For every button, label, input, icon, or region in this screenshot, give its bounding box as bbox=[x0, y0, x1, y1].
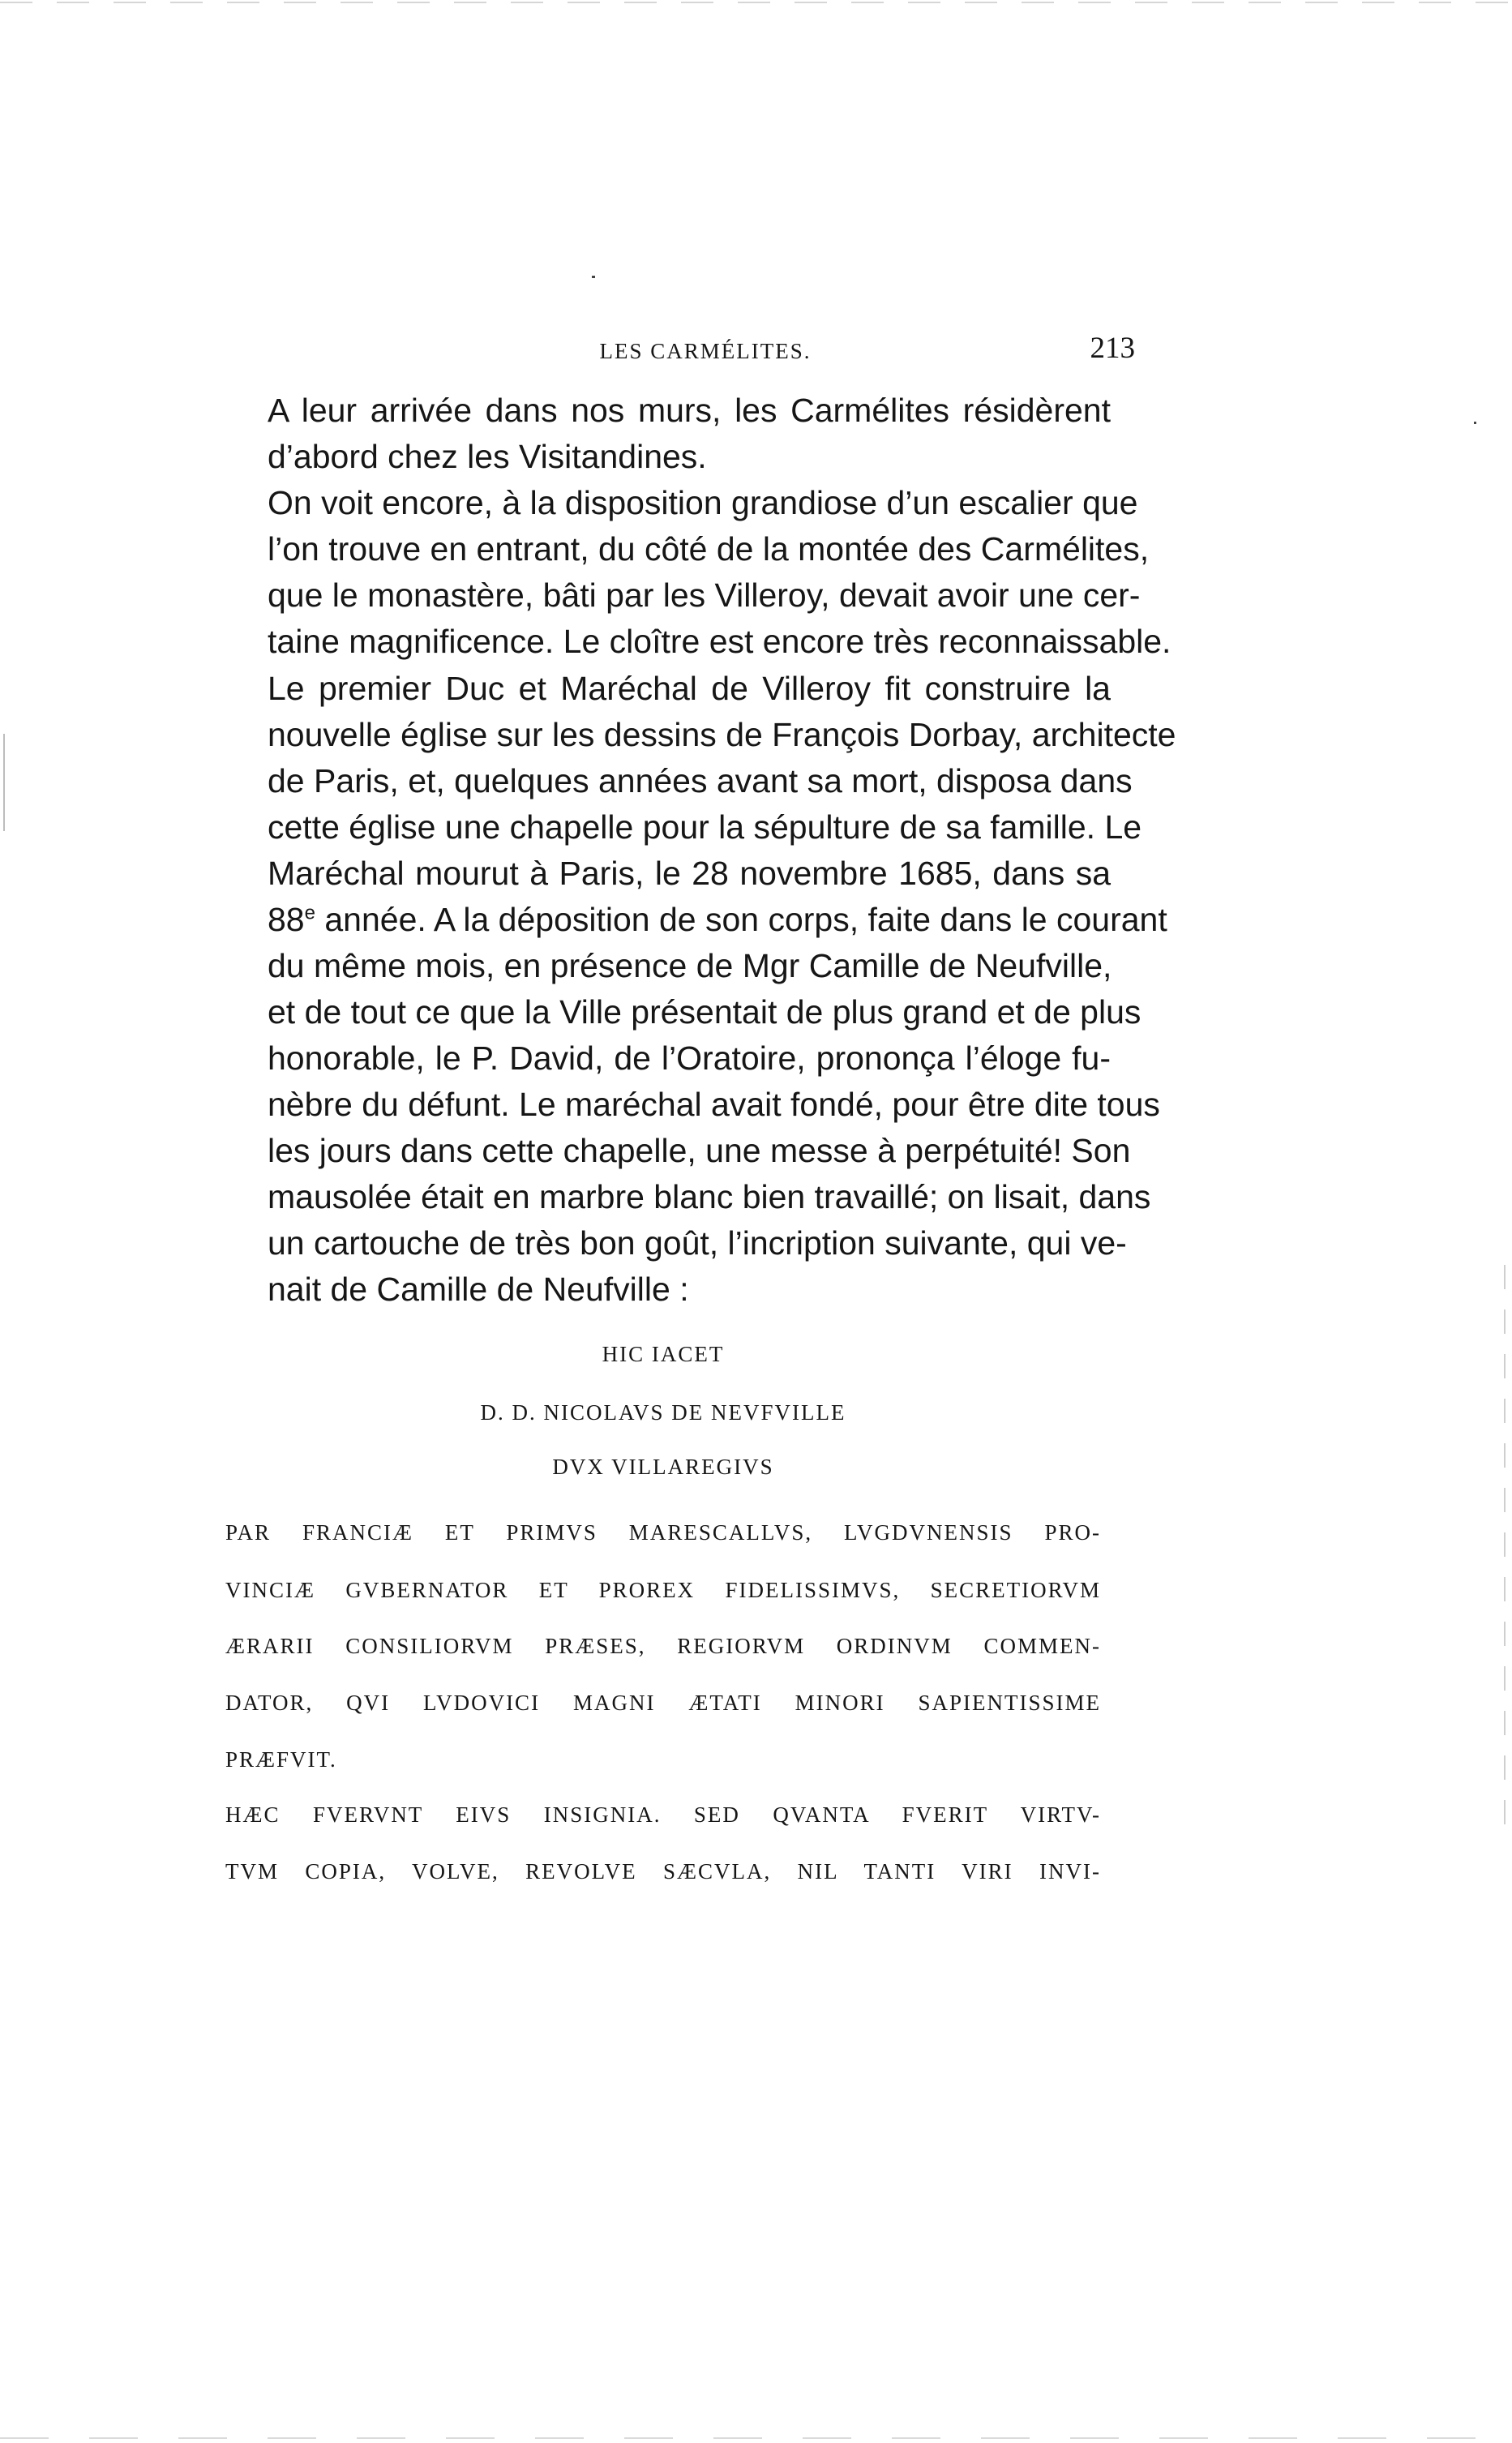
text-line: nèbre du défunt. Le maréchal avait fondé, pour être dite tous bbox=[268, 1086, 1160, 1123]
text-line: cette église une chapelle pour la sépulture de sa famille. Le bbox=[268, 808, 1142, 846]
text-line: et de tout ce que la Ville présentait de plus grand et de plus bbox=[268, 993, 1141, 1031]
text-line: du même mois, en présence de Mgr Camille de Neufville, bbox=[268, 947, 1112, 984]
text-line: les jours dans cette chapelle, une messe à perpétuité! Son bbox=[268, 1132, 1131, 1169]
inscription-line: PRÆFVIT. bbox=[225, 1747, 337, 1772]
scan-edge-top bbox=[0, 2, 1512, 3]
scan-edge-left bbox=[3, 734, 5, 831]
text-line: honorable, le P. David, de l’Oratoire, prononça l’éloge fu- bbox=[268, 1039, 1111, 1077]
scan-speck bbox=[1474, 422, 1476, 424]
inscription-line: VINCIÆ GVBERNATOR ET PROREX FIDELISSIMVS, SECRETIORVM bbox=[225, 1578, 1101, 1602]
inscription-line: TVM COPIA, VOLVE, REVOLVE SÆCVLA, NIL TANTI VIRI INVI- bbox=[225, 1859, 1101, 1884]
paragraph-3 bbox=[268, 666, 1176, 1313]
text-line: Le premier Duc et Maréchal de Villeroy fit construire la bbox=[268, 670, 1111, 707]
inscription-line: HÆC FVERVNT EIVS INSIGNIA. SED QVANTA FVERIT VIRTV- bbox=[225, 1802, 1101, 1827]
scan-speck bbox=[592, 276, 595, 278]
text-line: taine magnificence. Le cloître est encore très reconnaissable. bbox=[268, 623, 1171, 660]
text-line: que le monastère, bâti par les Villeroy, devait avoir une cer- bbox=[268, 576, 1141, 614]
text-line: d’abord chez les Visitandines. bbox=[268, 438, 707, 475]
scan-edge-right bbox=[1504, 1265, 1506, 1832]
running-title: LES CARMÉLITES. bbox=[599, 339, 812, 363]
inscription-line: PAR FRANCIÆ ET PRIMVS MARESCALLVS, LVGDVNENSIS PRO- bbox=[225, 1520, 1101, 1545]
text-line: un cartouche de très bon goût, l’incription suivante, qui ve- bbox=[268, 1224, 1127, 1262]
ordinal-superscript: e bbox=[304, 902, 315, 924]
inscription-line-name: D. D. NICOLAVS DE NEVFVILLE bbox=[480, 1400, 846, 1425]
paragraph-2 bbox=[268, 480, 1171, 665]
page-number: 213 bbox=[1090, 332, 1135, 365]
ordinal-number: 88 bbox=[268, 901, 305, 938]
line-remainder: année. A la déposition de son corps, faite dans le courant bbox=[315, 901, 1167, 938]
text-line: nouvelle église sur les dessins de François Dorbay, architecte bbox=[268, 716, 1176, 753]
inscription-line-hic-iacet: HIC IACET bbox=[602, 1342, 725, 1366]
text-line: mausolée était en marbre blanc bien travaillé; on lisait, dans bbox=[268, 1178, 1151, 1215]
text-line-with-superscript bbox=[268, 897, 1167, 943]
inscription-line-title: DVX VILLAREGIVS bbox=[552, 1455, 774, 1479]
inscription-line: ÆRARII CONSILIORVM PRÆSES, REGIORVM ORDINVM COMMEN- bbox=[225, 1634, 1101, 1658]
text-line: l’on trouve en entrant, du côté de la montée des Carmélites, bbox=[268, 530, 1150, 568]
text-line: On voit encore, à la disposition grandiose d’un escalier que bbox=[268, 484, 1138, 521]
paragraph-1 bbox=[268, 388, 1111, 480]
text-line: A leur arrivée dans nos murs, les Carmélites résidèrent bbox=[268, 392, 1111, 429]
scan-edge-bottom bbox=[0, 2437, 1512, 2439]
inscription-line: DATOR, QVI LVDOVICI MAGNI ÆTATI MINORI SAPIENTISSIME bbox=[225, 1691, 1101, 1715]
text-line: Maréchal mourut à Paris, le 28 novembre 1685, dans sa bbox=[268, 855, 1111, 892]
text-line: nait de Camille de Neufville : bbox=[268, 1271, 689, 1308]
text-line: de Paris, et, quelques années avant sa mort, disposa dans bbox=[268, 762, 1133, 799]
